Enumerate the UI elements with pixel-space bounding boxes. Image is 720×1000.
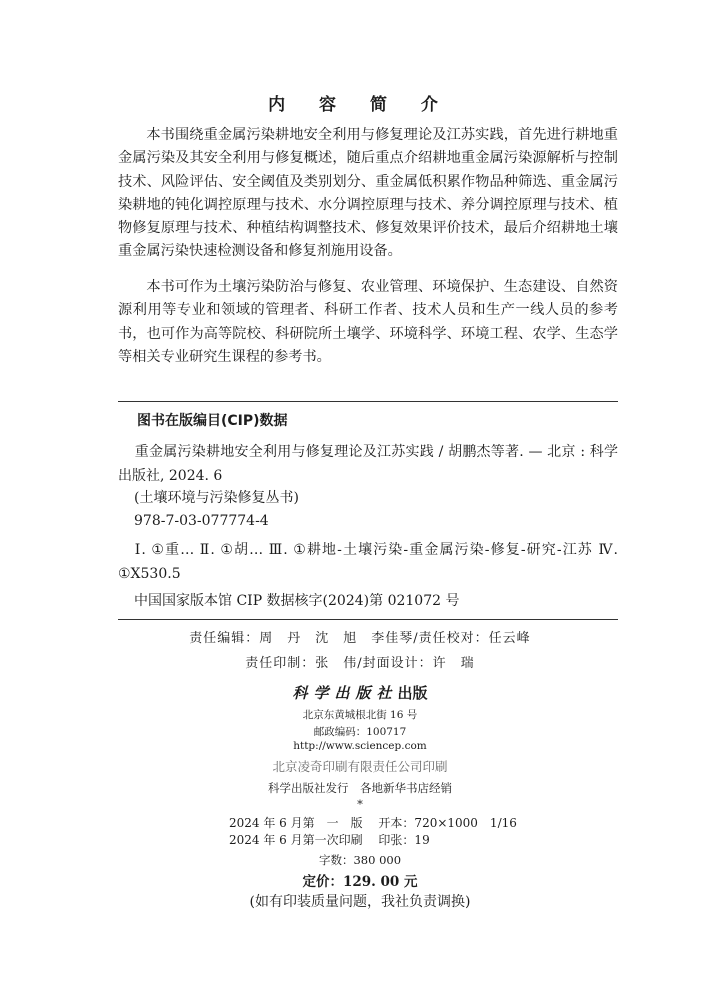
price: 定价：129. 00 元 <box>302 874 418 890</box>
distribution-line: 科学出版社发行 各地新华书店经销 <box>268 781 452 795</box>
intro-paragraph-1: 本书围绕重金属污染耕地安全利用与修复理论及江苏实践，首先进行耕地重金属污染及其安全利用与修复概述，随后重点介绍耕地重金属污染源解析与控制技术、风险评估、安全阈值及类别划分、重金属低积累作物品种筛选、重金属污染耕地的钝化调控原理与技术、水分调控原理与技术、养分调控原理与技术、植物修复原理与技术、种植结构调整技术、修复效果评价技术，最后介绍耕地土壤重金属污染快速检测设备和修复剂施用设备。 <box>118 127 618 260</box>
divider-bottom <box>118 619 618 620</box>
printing-line: 2024 年 6 月第一次印刷 印张：19 <box>229 833 430 847</box>
divider-top <box>118 401 618 402</box>
cip-verification: 中国国家版本馆 CIP 数据核字(2024)第 021072 号 <box>134 593 460 609</box>
publisher-website: http://www.sciencep.com <box>293 740 427 752</box>
printer-line: 北京凌奇印刷有限责任公司印刷 <box>272 759 448 774</box>
publisher-suffix: 出版 <box>397 684 428 702</box>
editors-credit: 责任编辑：周 丹 沈 旭 李佳琴/责任校对：任云峰 <box>189 631 531 646</box>
edition-line: 2024 年 6 月第 一 版 开本：720×1000 1/16 <box>229 816 517 830</box>
publisher-calligraphy: 科学出版社 <box>292 684 398 702</box>
publisher-postcode: 邮政编码：100717 <box>313 726 407 738</box>
publisher-name <box>0 682 720 703</box>
print-design-credit: 责任印制：张 伟/封面设计：许 瑞 <box>245 656 475 671</box>
intro-paragraph-2: 本书可作为土壤污染防治与修复、农业管理、环境保护、生态建设、自然资源利用等专业和领域的管理者、科研工作者、技术人员和生产一线人员的参考书，也可作为高等院校、科研院所土壤学、环境科学、环境工程、农学、生态学等相关专业研究生课程的参考书。 <box>118 279 618 365</box>
cip-isbn: 978-7-03-077774-4 <box>134 513 269 529</box>
intro-title: 内 容 简 介 <box>268 95 452 115</box>
publisher-address: 北京东黄城根北街 16 号 <box>302 709 418 721</box>
separator-star: * <box>357 797 363 811</box>
quality-notice: (如有印装质量问题，我社负责调换) <box>249 894 471 910</box>
word-count: 字数：380 000 <box>318 853 402 867</box>
cip-classification: Ⅰ. ①重… Ⅱ. ①胡… Ⅲ. ①耕地-土壤污染-重金属污染-修复-研究-江苏 Ⅳ. ①X530.5 <box>118 542 618 582</box>
cip-title-line: 重金属污染耕地安全利用与修复理论及江苏实践 / 胡鹏杰等著. — 北京 : 科学出版社, 2024. 6 <box>118 444 618 484</box>
cip-heading: 图书在版编目(CIP)数据 <box>137 413 288 429</box>
cip-series: (土壤环境与污染修复丛书) <box>134 490 299 506</box>
